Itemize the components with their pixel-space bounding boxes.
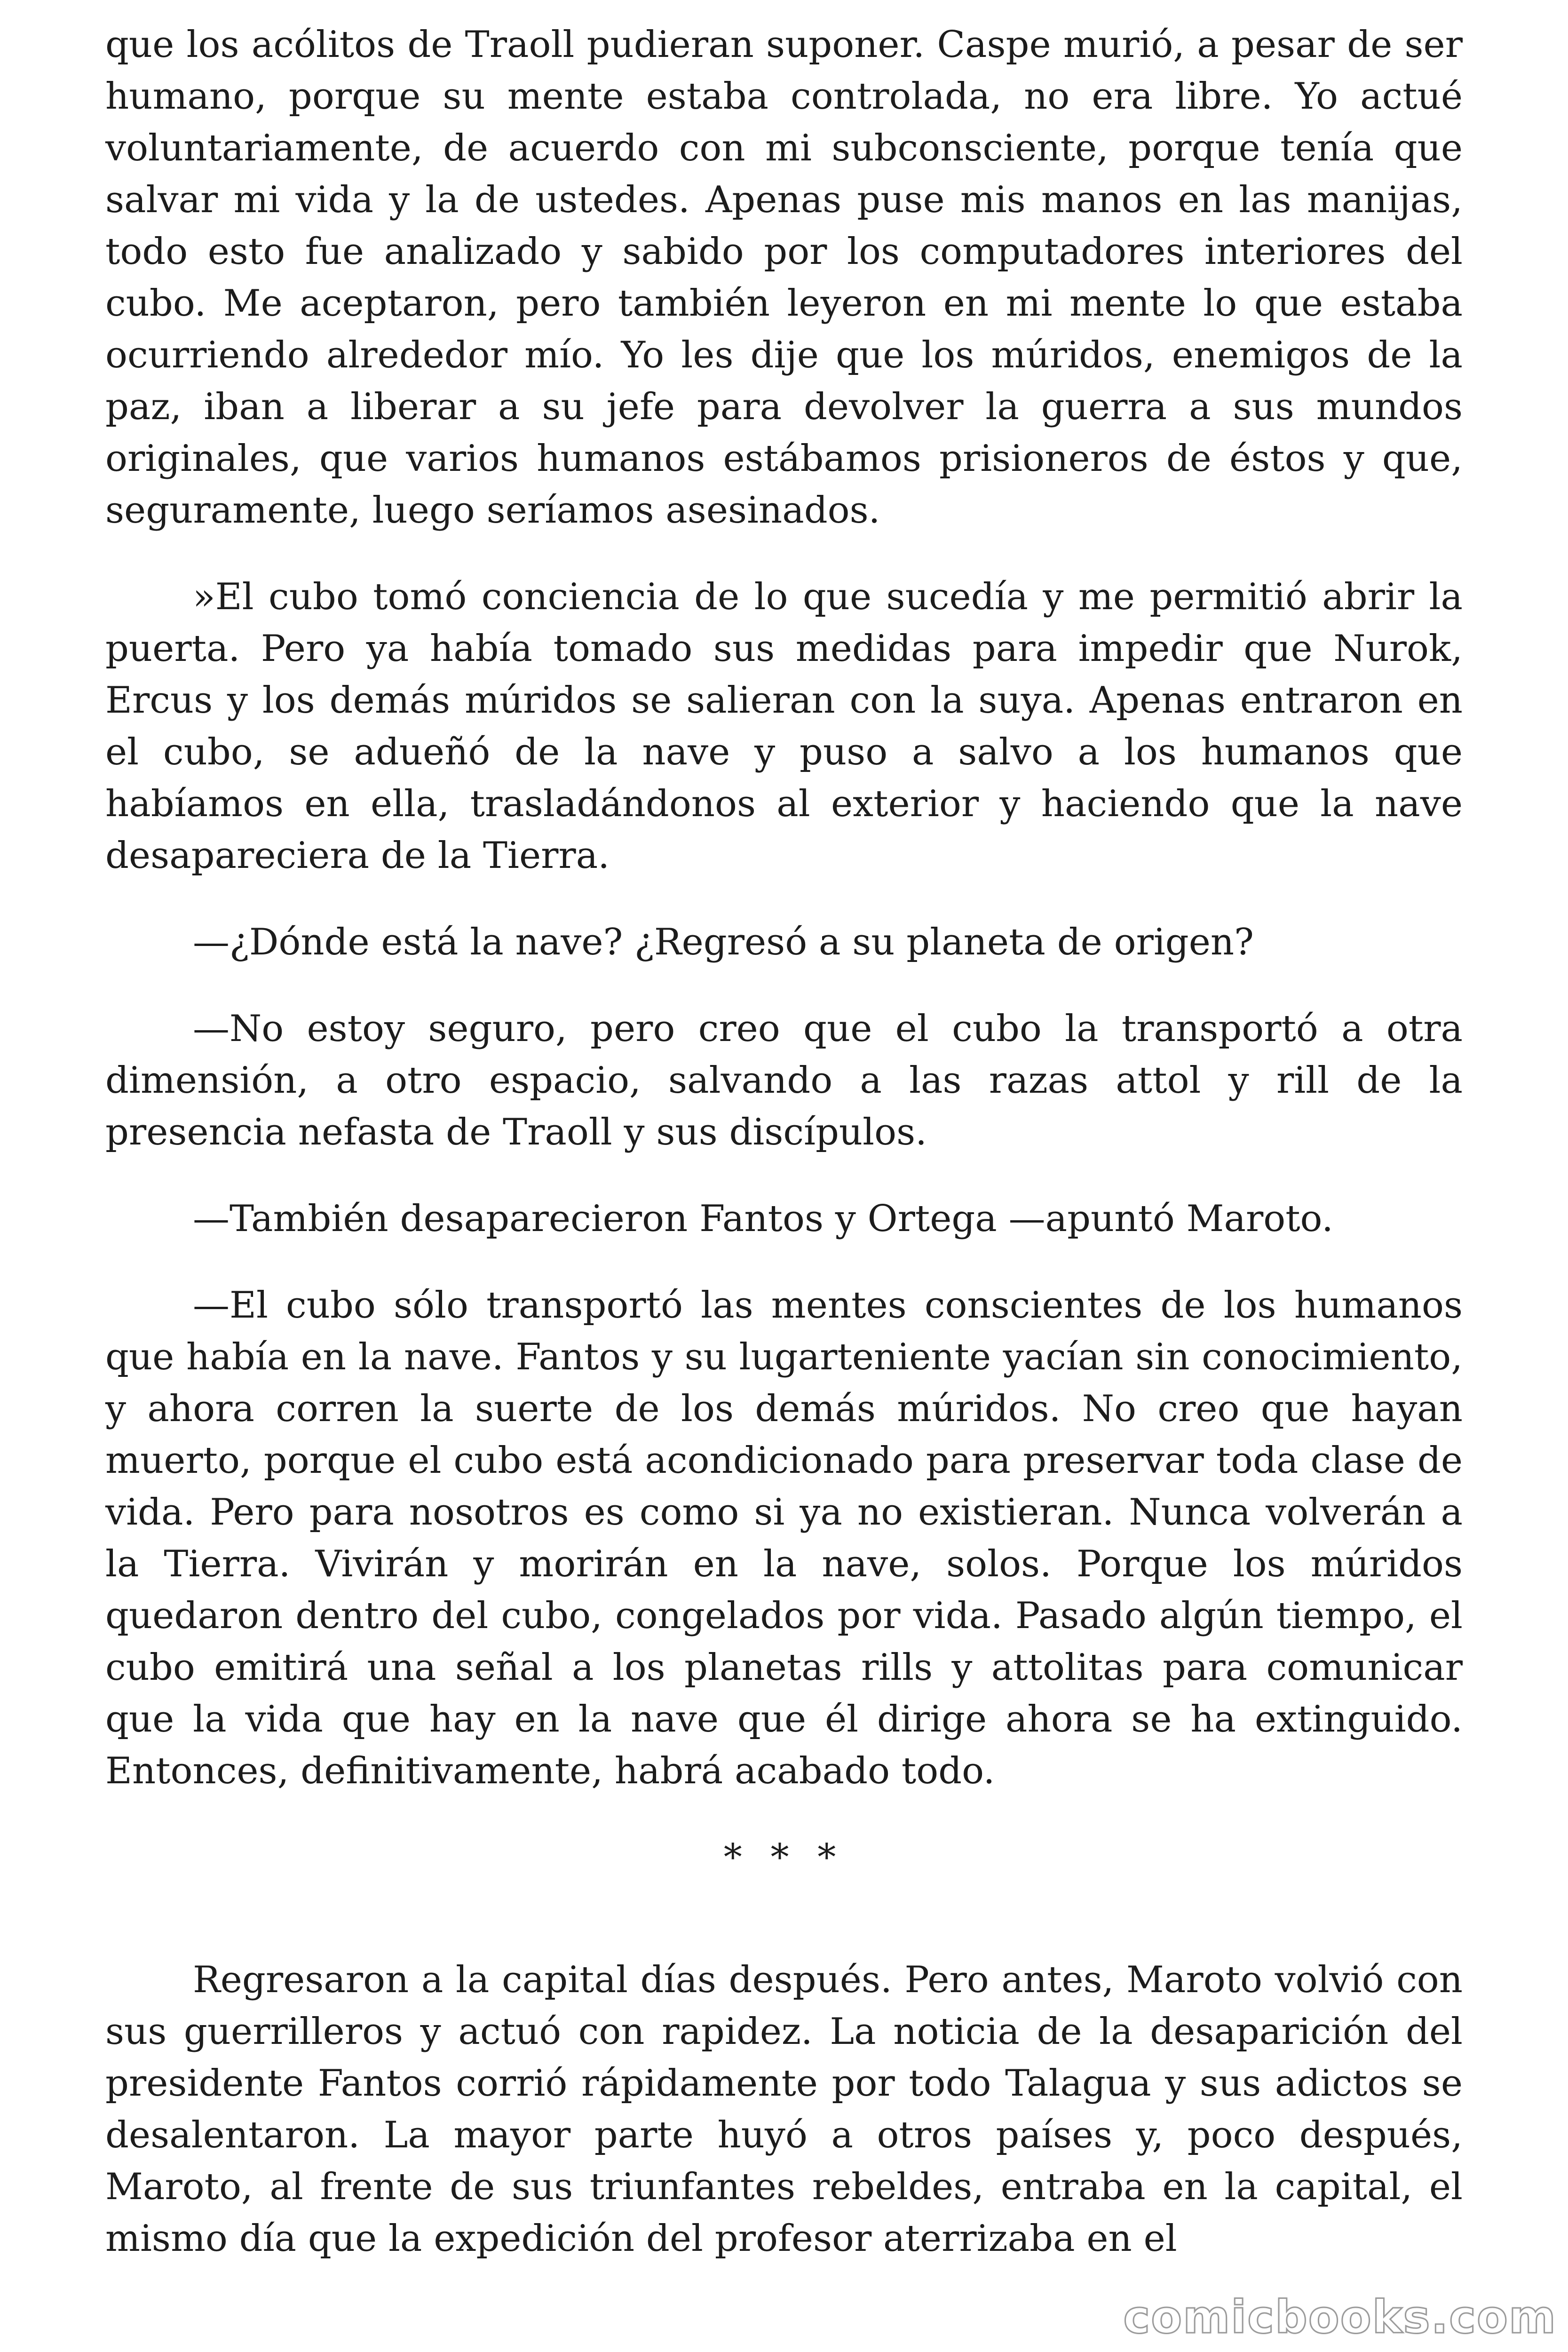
- paragraph-3: —¿Dónde está la nave? ¿Regresó a su planeta de origen?: [193, 921, 1254, 963]
- paragraph-5: —También desaparecieron Fantos y Ortega —apuntó Maroto.: [193, 1198, 1333, 1240]
- scene-break: * * *: [723, 1836, 845, 1879]
- paragraph-1: que los acólitos de Traoll pudieran suponer. Caspe murió, a pesar de ser humano, porque su mente estaba controlada, no era libre. Yo actué voluntariamente, de acuerdo con mi subconsciente, porque tenía que salvar mi vida y la de ustedes. Apenas puse mis manos en las manijas, todo esto fue analizado y sabido por los computadores interiores del cubo. Me aceptaron, pero también leyeron en mi mente lo que estaba ocurriendo alrededor mío. Yo les dije que los múridos, enemigos de la paz, iban a liberar a su jefe para devolver la guerra a sus mundos originales, que varios humanos estábamos prisioneros de éstos y que, seguramente, luego seríamos asesinados.: [105, 24, 1463, 532]
- paragraph-4: —No estoy seguro, pero creo que el cubo la transportó a otra dimensión, a otro espacio, salvando a las razas attol y rill de la presencia nefasta de Traoll y sus discípulos.: [105, 1008, 1463, 1153]
- paragraph-7: Regresaron a la capital días después. Pero antes, Maroto volvió con sus guerrilleros y actuó con rapidez. La noticia de la desaparición del presidente Fantos corrió rápidamente por todo Talagua y sus adictos se desalentaron. La mayor parte huyó a otros países y, poco después, Maroto, al frente de sus triunfantes rebeldes, entraba en la capital, el mismo día que la expedición del profesor aterrizaba en el: [105, 1959, 1463, 2260]
- paragraph-2: »El cubo tomó conciencia de lo que sucedía y me permitió abrir la puerta. Pero ya había tomado sus medidas para impedir que Nurok, Ercus y los demás múridos se salieran con la suya. Apenas entraron en el cubo, se adueñó de la nave y puso a salvo a los humanos que habíamos en ella, trasladándonos al exterior y haciendo que la nave desapareciera de la Tierra.: [105, 576, 1463, 877]
- book-page: [105, 19, 1463, 2265]
- paragraph-6: —El cubo sólo transportó las mentes conscientes de los humanos que había en la nave. Fantos y su lugarteniente yacían sin conocimiento, y ahora corren la suerte de los demás múridos. No creo que hayan muerto, porque el cubo está acondicionado para preservar toda clase de vida. Pero para nosotros es como si ya no existieran. Nunca volverán a la Tierra. Vivirán y morirán en la nave, solos. Porque los múridos quedaron dentro del cubo, congelados por vida. Pasado algún tiempo, el cubo emitirá una señal a los planetas rills y attolitas para comunicar que la vida que hay en la nave que él dirige ahora se ha extinguido. Entonces, definitivamente, habrá acabado todo.: [105, 1284, 1463, 1792]
- watermark-logo: comicbooks.com: [1123, 2291, 1557, 2344]
